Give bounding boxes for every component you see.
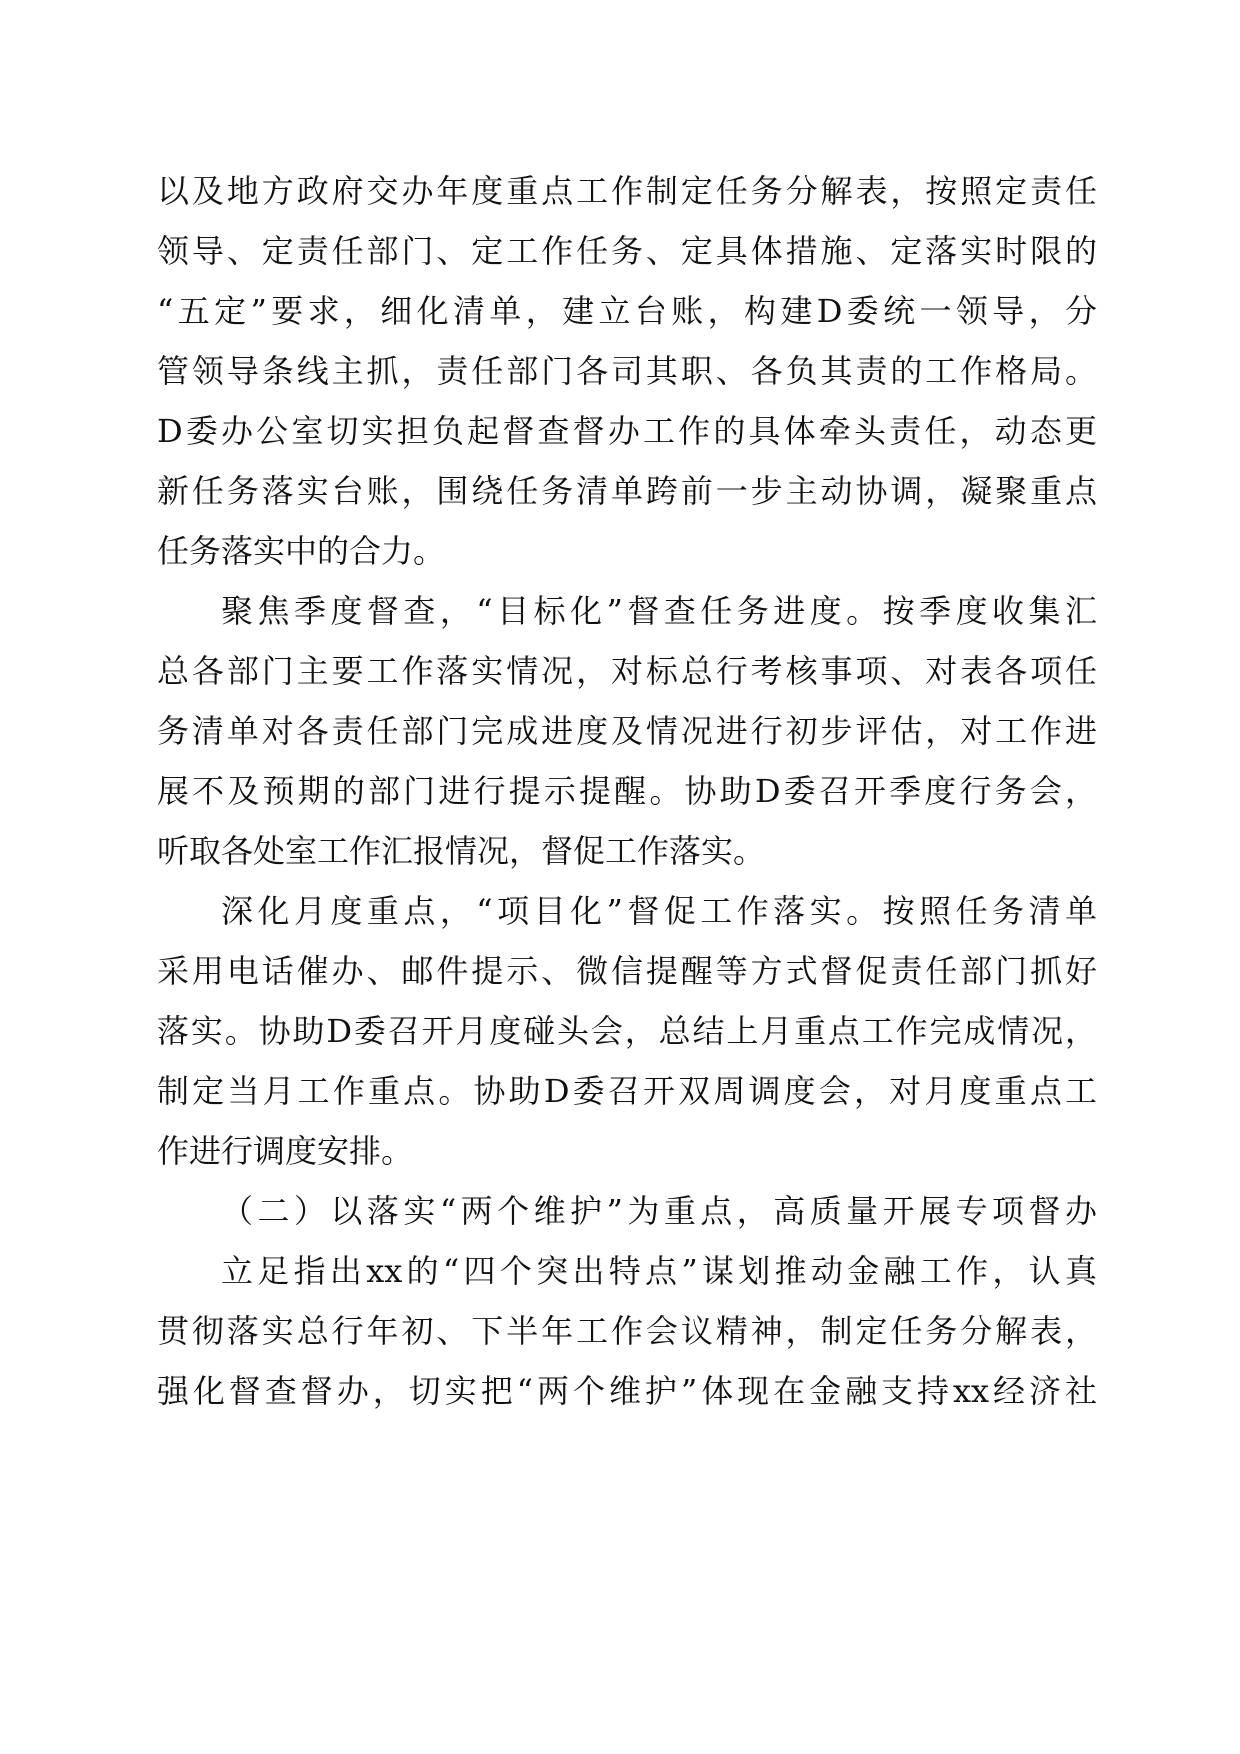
text-line: 管领导条线主抓，责任部门各司其职、各负其责的工作格局。 <box>157 352 1097 390</box>
text-line: D委办公室切实担负起督查督办工作的具体牵头责任，动态更 <box>157 412 1097 450</box>
text-line: 制定当月工作重点。协助D委召开双周调度会，对月度重点工 <box>157 1072 1097 1110</box>
paragraph-first-line: 立足指出xx的“四个突出特点”谋划推动金融工作，认真 <box>221 1252 1097 1290</box>
text-line: 落实。协助D委召开月度碰头会，总结上月重点工作完成情况， <box>157 1012 1097 1050</box>
section-heading: （二）以落实“两个维护”为重点，高质量开展专项督办 <box>221 1192 1097 1230</box>
text-line: 听取各处室工作汇报情况，督促工作落实。 <box>157 832 766 870</box>
paragraph-first-line: 聚焦季度督查，“目标化”督查任务进度。按季度收集汇 <box>221 592 1097 630</box>
text-line: 总各部门主要工作落实情况，对标总行考核事项、对表各项任 <box>157 652 1097 690</box>
text-line: 领导、定责任部门、定工作任务、定具体措施、定落实时限的 <box>157 232 1097 270</box>
text-line: 作进行调度安排。 <box>157 1132 414 1170</box>
text-line: 任务落实中的合力。 <box>157 532 446 570</box>
text-line: 展不及预期的部门进行提示提醒。协助D委召开季度行务会， <box>157 772 1097 810</box>
text-line: “五定”要求，细化清单，建立台账，构建D委统一领导，分 <box>157 292 1097 330</box>
text-line: 务清单对各责任部门完成进度及情况进行初步评估，对工作进 <box>157 712 1097 750</box>
text-line: 强化督查督办，切实把“两个维护”体现在金融支持xx经济社 <box>157 1372 1097 1410</box>
paragraph-first-line: 深化月度重点，“项目化”督促工作落实。按照任务清单 <box>221 892 1097 930</box>
text-line: 以及地方政府交办年度重点工作制定任务分解表，按照定责任 <box>157 172 1097 210</box>
text-line: 贯彻落实总行年初、下半年工作会议精神，制定任务分解表， <box>157 1312 1097 1350</box>
text-line: 新任务落实台账，围绕任务清单跨前一步主动协调，凝聚重点 <box>157 472 1097 510</box>
text-line: 采用电话催办、邮件提示、微信提醒等方式督促责任部门抓好 <box>157 952 1097 990</box>
